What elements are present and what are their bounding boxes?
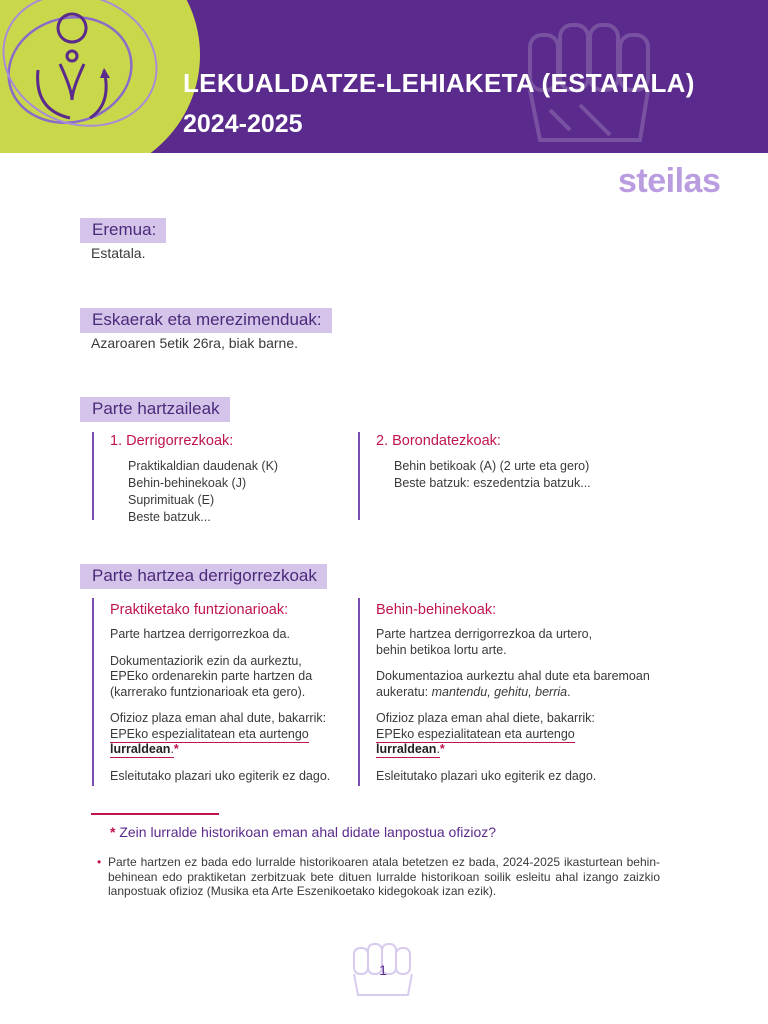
column-divider: [92, 598, 94, 786]
eskaerak-text: Azaroaren 5etik 26ra, biak barne.: [91, 335, 299, 351]
paragraph: Parte hartzea derrigorrezkoa da urtero, behin betikoa lortu arte.: [376, 627, 593, 657]
section-label-parte-hartzaileak: Parte hartzaileak: [80, 397, 230, 422]
footnote-question: * Zein lurralde historikoan eman ahal didate lanpostua ofizioz?: [110, 824, 497, 840]
location-pin-icon: [0, 0, 200, 153]
column-divider: [358, 598, 360, 786]
participants-list: [376, 458, 676, 492]
column-heading: Behin-behinekoak:: [376, 602, 497, 618]
provisional-staff-column: [376, 602, 676, 795]
brand-logo: steilas: [618, 162, 721, 200]
list-item: Beste batzuk: eszedentzia batzuk...: [394, 476, 591, 490]
eremua-text: Estatala.: [91, 245, 146, 261]
list-item: Praktikaldian daudenak (K): [128, 459, 279, 473]
page-subtitle: 2024-2025: [183, 110, 303, 138]
section-label-parte-hartzea: Parte hartzea derrigorrezkoak: [80, 564, 327, 589]
column-heading: Praktiketako funtzionarioak:: [110, 602, 289, 618]
list-item: Beste batzuk...: [128, 510, 211, 524]
column-divider: [358, 432, 360, 520]
list-item: Behin-behinekoak (J): [128, 476, 247, 490]
participants-list: [110, 458, 350, 526]
paragraph: Esleitutako plazari uko egiterik ez dago.: [110, 768, 331, 783]
voluntary-participants-column: [376, 433, 676, 492]
practice-officials-column: [110, 602, 355, 795]
bullet-icon: •: [97, 855, 102, 869]
mandatory-participants-column: [110, 433, 350, 526]
section-label-eremua: Eremua:: [80, 218, 166, 243]
paragraph: Ofizioz plaza eman ahal diete, bakarrik: EPEko espezialitatean eta aurtengo lurraldean.*: [376, 711, 595, 756]
list-item: Behin betikoak (A) (2 urte eta gero): [394, 459, 590, 473]
column-heading: 2. Borondatezkoak:: [376, 433, 501, 449]
footnote-divider: [91, 813, 219, 815]
page-title: LEKUALDATZE-LEHIAKETA (ESTATALA): [183, 68, 695, 98]
paragraph: Parte hartzea derrigorrezkoa da.: [110, 627, 290, 641]
list-item: Suprimituak (E): [128, 493, 215, 507]
column-divider: [92, 432, 94, 520]
column-heading: 1. Derrigorrezkoak:: [110, 433, 234, 449]
header-band: [0, 0, 768, 153]
footnote-body: • Parte hartzen ez bada edo lurralde historikoaren atala betetzen ez bada, 2024-2025 ikasturtean behin-behinean edo praktiketan zerbitzuak bete dituen lurralde historikoan soilik esleitu ahal izango zaizkio lanpostuak ofizioz (Musika eta Arte Eszenikoetako kidegokoak izan ezik).: [97, 855, 660, 898]
paragraph: Dokumentaziorik ezin da aurkeztu, EPEko ordenarekin parte hartzen da (karrerako funtzionarioak eta gero).: [110, 653, 313, 699]
paragraph: Dokumentazioa aurkeztu ahal dute eta baremoan aukeratu: mantendu, gehitu, berria.: [376, 669, 650, 699]
paragraph: Esleitutako plazari uko egiterik ez dago.: [376, 768, 597, 783]
paragraph: Ofizioz plaza eman ahal dute, bakarrik: EPEko espezialitatean eta aurtengo lurraldean.*: [110, 711, 327, 756]
section-label-eskaerak: Eskaerak eta merezimenduak:: [80, 308, 332, 333]
page-number: 1: [379, 962, 387, 978]
